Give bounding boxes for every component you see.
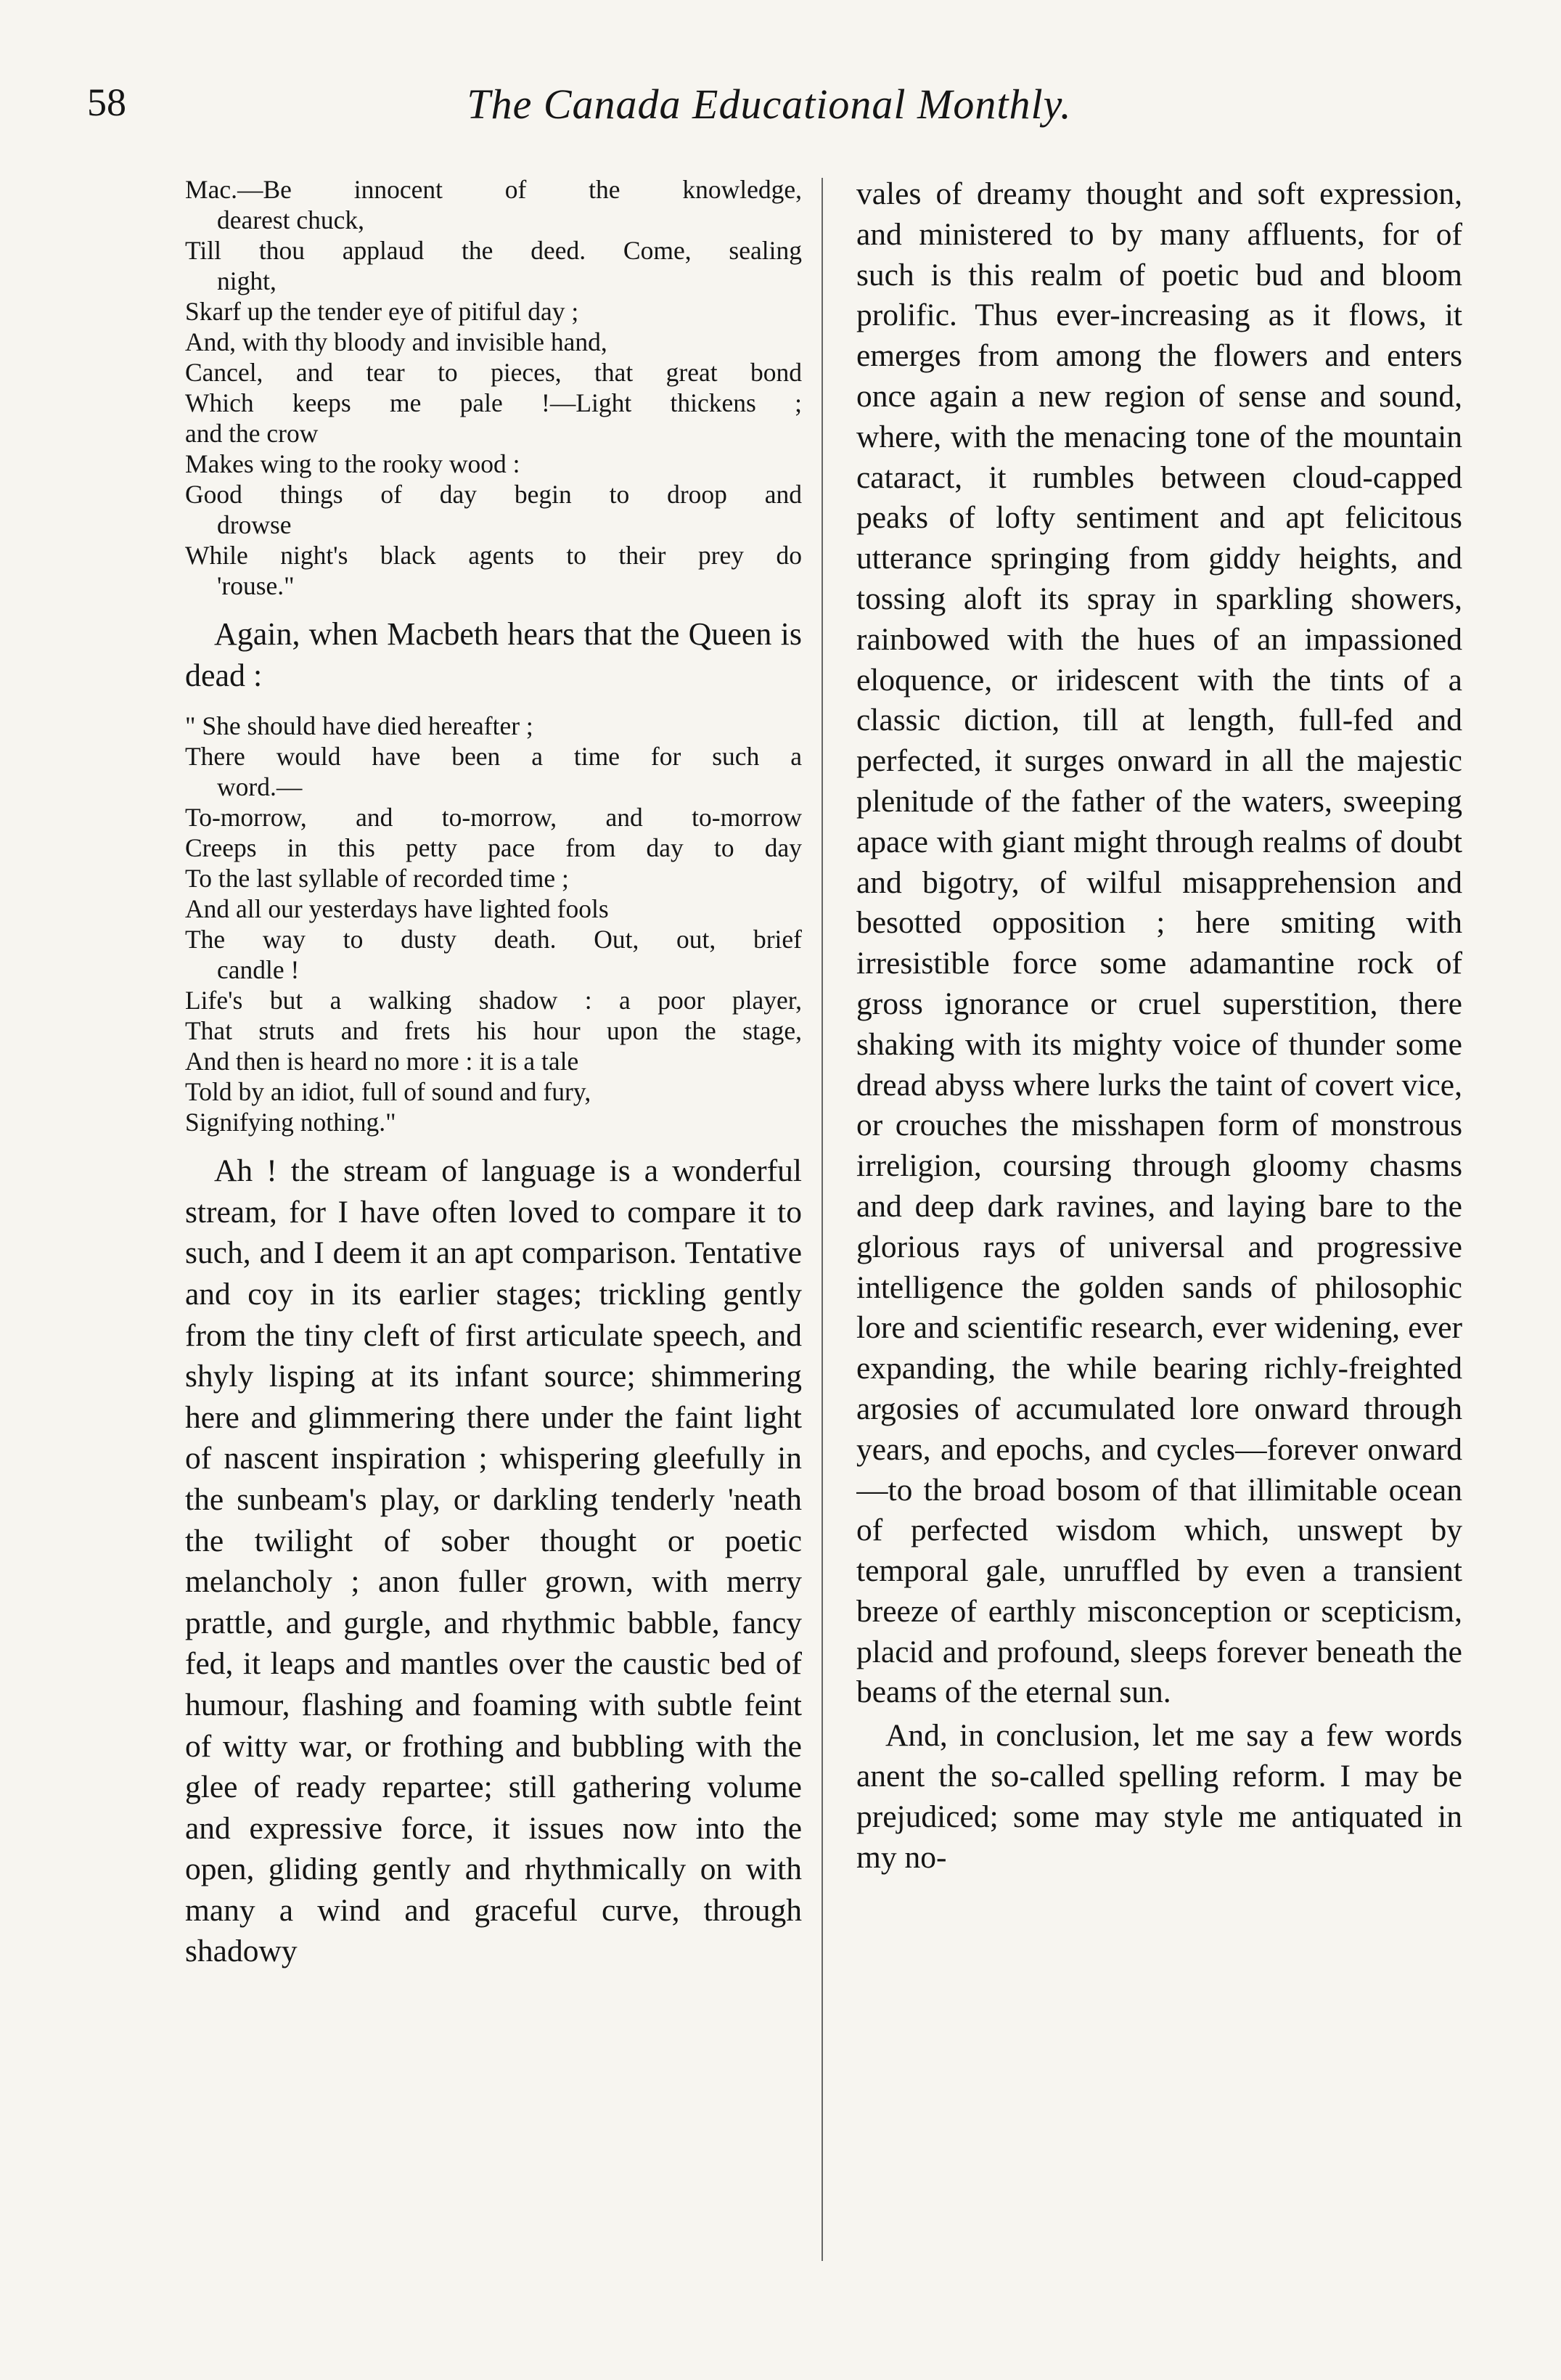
verse-line: dearest chuck, [217,205,365,234]
verse-line: There would have been a time for such a [185,742,802,772]
verse-line: And, with thy bloody and invisible hand, [185,327,607,356]
verse-line: That struts and frets his hour upon the stage, [185,1016,802,1046]
verse-line: Told by an idiot, full of sound and fury, [185,1077,591,1107]
verse-line: To-morrow, and to-morrow, and to-morrow [185,803,802,833]
verse-line: drowse [217,510,292,539]
verse-line: To the last syllable of recorded time ; [185,864,569,893]
verse-line: While night's black agents to their prey do [185,541,802,570]
verse-line: Creeps in this petty pace from day to day [185,833,802,863]
verse-line: Till thou applaud the deed. Come, sealing [185,236,802,265]
verse-line: And then is heard no more : it is a tale [185,1047,579,1076]
verse-line: Skarf up the tender eye of pitiful day ; [185,297,579,326]
left-column [185,174,802,2279]
page-number: 58 [87,81,126,124]
verse-line: Which keeps me pale !—Light thickens ; [185,388,802,417]
verse-line: Signifying nothing." [185,1108,396,1137]
verse-line: Makes wing to the rooky wood : [185,449,520,478]
verse-line: candle ! [217,955,300,985]
verse-line: and the crow [185,419,319,448]
paragraph-again: Again, when Macbeth hears that the Queen is dead : [185,616,802,693]
verse-line: night, [217,266,276,295]
verse-line: Life's but a walking shadow : a poor player, [185,986,802,1015]
verse-line: Mac.—Be innocent of the knowledge, [185,175,802,204]
paragraph-stream-of-language: Ah ! the stream of language is a wonderful stream, for I have often loved to compare it to such, and I deem it an apt comparison. Tentative and coy in its earlier stages; trickling gently from the tiny cleft of first articulate speech, and shyly lisping at its infant source; shimmering here and glimmering there under the faint light of nascent inspiration ; whispering gleefully in the sunbeam's play, or darkling tenderly 'neath the twilight of sober thought or poetic melancholy ; anon fuller grown, with merry prattle, and gurgle, and rhythmic babble, fancy fed, it leaps and mantles over the caustic bed of humour, flashing and foaming with subtle feint of witty war, or frothing and bubbling with the glee of ready repartee; still gathering volume and expressive force, it issues now into the open, gliding gently and rhythmically on with many a wind and graceful curve, through shadowy [185,1153,802,1969]
verse-line: " She should have died hereafter ; [185,711,533,741]
column-divider [822,178,823,2261]
right-column [856,174,1462,2279]
paragraph-vales: vales of dreamy thought and soft expression, and ministered to by many affluents, for of such is this realm of poetic bud and bloom prolific. Thus ever-increasing as it flows, it emerges from among the flowers and enters once again a new region of sense and sound, where, with the menacing tone of the mountain cataract, it rumbles between cloud-capped peaks of lofty sentiment and apt felicitous utterance springing from giddy heights, and tossing aloft its spray in sparkling showers, rainbowed with the hues of an impassioned eloquence, or iridescent with the tints of a classic diction, till at length, full-fed and perfected, it surges onward in all the majestic plenitude of the father of the waters, sweeping apace with giant might through realms of doubt and bigotry, of wilful misapprehension and besotted opposition ; here smiting with irresistible force some adamantine rock of gross ignorance or cruel superstition, there shaking with its mighty voice of thunder some dread abyss where lurks the taint of covert vice, or crouches the misshapen form of monstrous irreligion, coursing through gloomy chasms and deep dark ravines, and laying bare to the glorious rays of universal and progressive intelligence the golden sands of philosophic lore and scientific research, ever widening, ever expanding, the while bearing richly-freighted argosies of accumulated lore onward through years, and epochs, and cycles—forever onward—to the broad bosom of that illimitable ocean of perfected wisdom which, unswept by temporal gale, unruffled by even a transient breeze of earthly misconception or scepticism, placid and profound, sleeps forever beneath the beams of the eternal sun. [856,176,1462,1710]
verse-quote-macbeth-night [185,174,802,601]
verse-line: 'rouse." [217,571,295,600]
paragraph-conclusion: And, in conclusion, let me say a few words anent the so-called spelling reform. I may be prejudiced; some may style me antiquated in my no- [856,1718,1462,1875]
verse-line: And all our yesterdays have lighted fools [185,894,609,924]
page-header [87,80,1451,152]
verse-line: Cancel, and tear to pieces, that great bond [185,358,802,387]
verse-quote-tomorrow [185,711,802,1137]
running-title: The Canada Educational Monthly. [467,81,1072,128]
verse-line: word.— [217,772,303,802]
verse-line: The way to dusty death. Out, out, brief [185,925,802,954]
verse-line: Good things of day begin to droop and [185,480,802,509]
